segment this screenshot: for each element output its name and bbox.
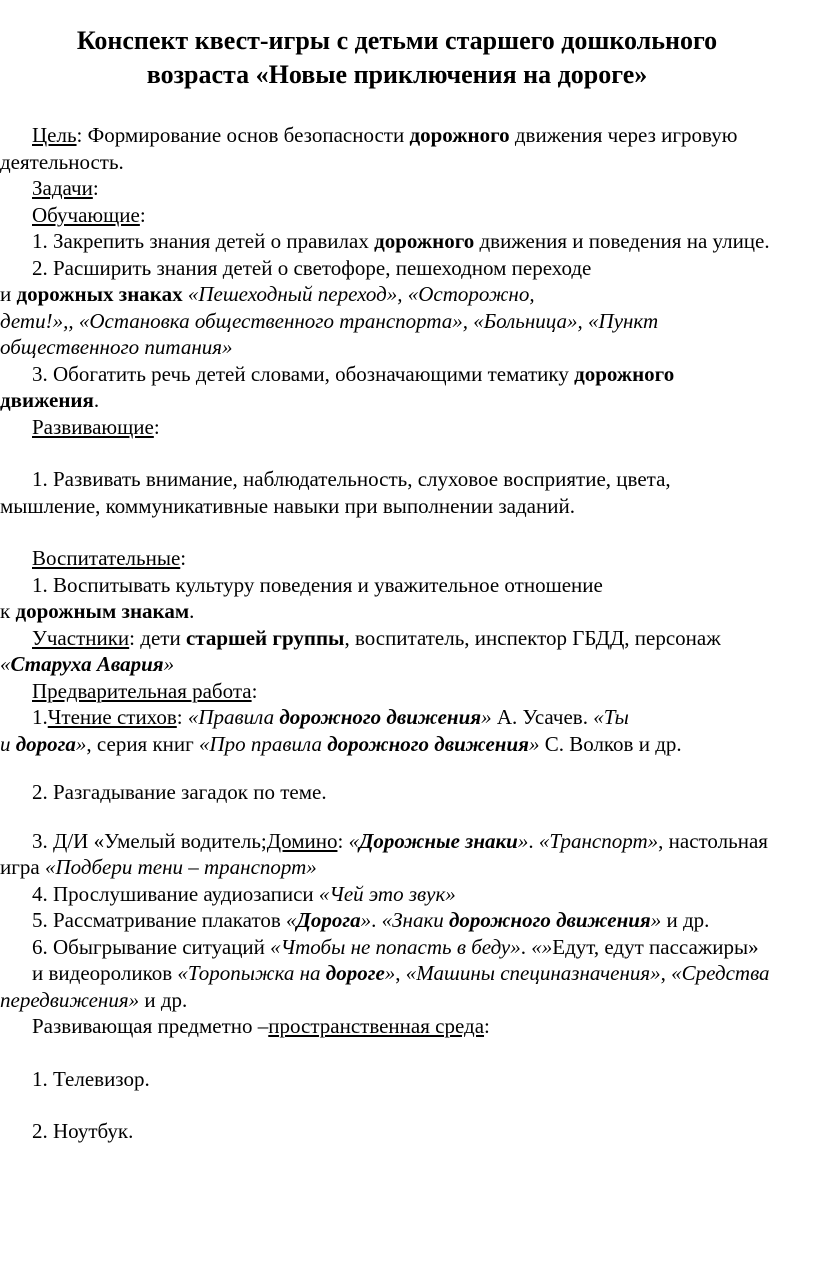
title-line-2: возраста «Новые приключения на дороге» (146, 60, 648, 89)
learning-item-2-a: 2. Расширить знания детей о светофоре, пешеходном переходе (32, 255, 592, 280)
reading-poems-link[interactable]: Чтение стихов (47, 705, 177, 729)
preliminary-item-4 (0, 881, 776, 908)
preliminary-item-1-d: » (481, 705, 492, 729)
learning-item-3-b: дорожного движения (0, 361, 675, 412)
preliminary-item-3-f: . (528, 828, 539, 853)
goal-bold: дорожного (409, 123, 510, 147)
goal-text-b: движения через игровую деятельность. (0, 123, 738, 174)
educational-item-1-d: . (189, 599, 195, 623)
preliminary-item-3 (0, 828, 776, 881)
educational-item-1-c: дорожным знакам (15, 599, 190, 623)
educational-label: Воспитательные (32, 546, 181, 570)
preliminary-label: Предварительная работа (32, 678, 252, 703)
participants-character: Старуха Авария (10, 652, 164, 676)
preliminary-item-1-f: «Ты (593, 705, 629, 729)
participants-label: Участники (32, 625, 130, 650)
preliminary-item-7-f: «Машины специназначения» (405, 961, 661, 985)
learning-label: Обучающие (32, 202, 140, 227)
environment-colon: : (484, 1014, 490, 1038)
preliminary-item-3-e: » (517, 828, 529, 853)
preliminary-item-1-g: и (0, 731, 16, 756)
learning-item-2-d: «Пешеходный переход», «Осторожно, (182, 282, 535, 306)
environment-item-2: 2. Ноутбук. (32, 1119, 134, 1143)
preliminary-item-5-a: 5. Рассматривание плакатов (32, 908, 287, 932)
preliminary-item-4-a: 4. Прослушивание аудиозаписи (32, 881, 319, 906)
developing-item-1: 1. Развивать внимание, наблюдательность, слуховое восприятие, цвета, мышление, коммуникативные навыки при выполнении заданий. (0, 467, 671, 518)
preliminary-item-1-a: : (176, 705, 188, 729)
preliminary-item-1-b: «Правила (187, 705, 280, 729)
preliminary-item-5-e: . (371, 908, 382, 932)
participants-quote-close: » (163, 652, 175, 676)
preliminary-item-5 (0, 907, 776, 934)
preliminary-item-1-n: С. Волков и др. (539, 731, 682, 756)
preliminary-item-7-a: и видеороликов (32, 961, 178, 985)
page-title (0, 24, 776, 92)
preliminary-item-3-b: : (337, 828, 349, 853)
preliminary-item-6-d: «» (531, 934, 553, 959)
developing-heading (0, 414, 776, 441)
preliminary-item-7-i: и др. (139, 987, 188, 1012)
learning-item-3-c: . (93, 388, 100, 412)
preliminary-item-3-c: « (348, 828, 360, 853)
preliminary-item-1-h: дорога (15, 731, 76, 756)
tasks-colon: : (92, 176, 99, 200)
developing-colon: : (153, 414, 160, 439)
educational-item-1-b: к (0, 599, 16, 623)
environment-link[interactable]: пространственная среда (268, 1014, 485, 1038)
title-line-1: Конспект квест-игры с детьми старшего дошкольного (76, 26, 718, 55)
learning-item-1-b: дорожного (374, 229, 475, 253)
preliminary-item-5-c: Дорога (296, 908, 361, 932)
preliminary-item-3-i: «Подбери тени – транспорт» (44, 855, 317, 879)
preliminary-item-3-g: «Транспорт» (538, 828, 659, 853)
preliminary-item-5-f: «Знаки (381, 908, 450, 932)
tasks-heading (0, 175, 776, 202)
learning-item-2-c: дорожных знаках (16, 282, 183, 306)
learning-item-3 (0, 361, 776, 414)
participants-a: : дети (129, 625, 186, 650)
learning-item-1-a: 1. Закрепить знания детей о правилах (32, 229, 375, 253)
preliminary-item-5-d: » (360, 908, 372, 932)
preliminary-item-3-h: , настольная игра (0, 828, 768, 879)
learning-item-3-a: 3. Обогатить речь детей словами, обозначающими тематику (32, 361, 575, 386)
educational-colon: : (180, 546, 187, 570)
preliminary-item-1-i: » (75, 731, 87, 756)
preliminary-item-1-e: А. Усачев. (491, 705, 594, 729)
preliminary-item-1-m: » (528, 731, 540, 756)
preliminary-item-7-h: «Средства передвижения» (0, 961, 770, 1012)
preliminary-item-5-i: и др. (661, 908, 710, 932)
developing-label: Развивающие (32, 414, 154, 439)
participants-c: , воспитатель, инспектор ГБДД, персонаж (344, 625, 721, 650)
goal-label: Цель (32, 123, 77, 147)
learning-item-2-b: и (0, 282, 17, 306)
preliminary-item-7-g: , (660, 961, 672, 985)
tasks-label: Задачи (32, 176, 93, 200)
preliminary-item-6-b: «Чтобы не попасть в беду» (270, 934, 521, 959)
learning-item-1 (0, 228, 776, 255)
goal-paragraph (0, 122, 776, 175)
preliminary-colon: : (251, 678, 258, 703)
participants-quote-open: « (0, 652, 11, 676)
preliminary-item-4-b: «Чей это звук» (318, 881, 456, 906)
learning-colon: : (139, 202, 146, 227)
learning-item-2-e: дети!»,, «Остановка общественного транспорта», «Больница», «Пункт общественного питания» (0, 308, 659, 359)
preliminary-item-1-l: дорожного движения (327, 731, 529, 756)
domino-link[interactable]: Домино (266, 828, 338, 853)
preliminary-item-1-j: , серия книг (86, 731, 200, 756)
goal-text-a: : Формирование основ безопасности (76, 123, 410, 147)
educational-item-1-a: 1. Воспитывать культуру поведения и уважительное отношение (32, 572, 603, 597)
preliminary-item-1 (0, 704, 776, 757)
preliminary-item-3-a: 3. Д/И «Умелый водитель; (32, 828, 267, 853)
environment-a: Развивающая предметно – (32, 1014, 269, 1038)
preliminary-item-6-e: Едут, едут пассажиры» (552, 934, 759, 959)
preliminary-item-6-c: . (520, 934, 532, 959)
preliminary-item-7-d: » (384, 961, 396, 985)
preliminary-heading (0, 678, 776, 705)
preliminary-item-6-a: 6. Обыгрывание ситуаций (32, 934, 271, 959)
preliminary-item-5-b: « (286, 908, 297, 932)
learning-item-2 (0, 255, 776, 361)
preliminary-item-5-h: » (650, 908, 662, 932)
preliminary-item-2: 2. Разгадывание загадок по теме. (32, 780, 327, 804)
participants-b: старшей группы (185, 625, 345, 650)
learning-item-1-c: движения и поведения на улице. (474, 229, 770, 253)
preliminary-item-7-b: «Торопыжка на (177, 961, 326, 985)
preliminary-item-1-k: «Про правила (199, 731, 328, 756)
preliminary-item-7 (0, 960, 776, 1013)
preliminary-item-7-e: , (395, 961, 406, 985)
educational-item-1 (0, 572, 776, 625)
participants-paragraph (0, 625, 776, 678)
environment-heading (0, 1013, 776, 1040)
preliminary-item-5-g: дорожного движения (449, 908, 651, 932)
learning-heading (0, 202, 776, 229)
preliminary-item-1-c: дорожного движения (279, 705, 482, 729)
preliminary-item-7-c: дороге (325, 961, 385, 985)
educational-heading (0, 545, 776, 572)
preliminary-item-1-num: 1. (32, 705, 48, 729)
environment-item-1: 1. Телевизор. (32, 1066, 150, 1091)
preliminary-item-6 (0, 934, 776, 961)
preliminary-item-3-d: Дорожные знаки (359, 828, 518, 853)
